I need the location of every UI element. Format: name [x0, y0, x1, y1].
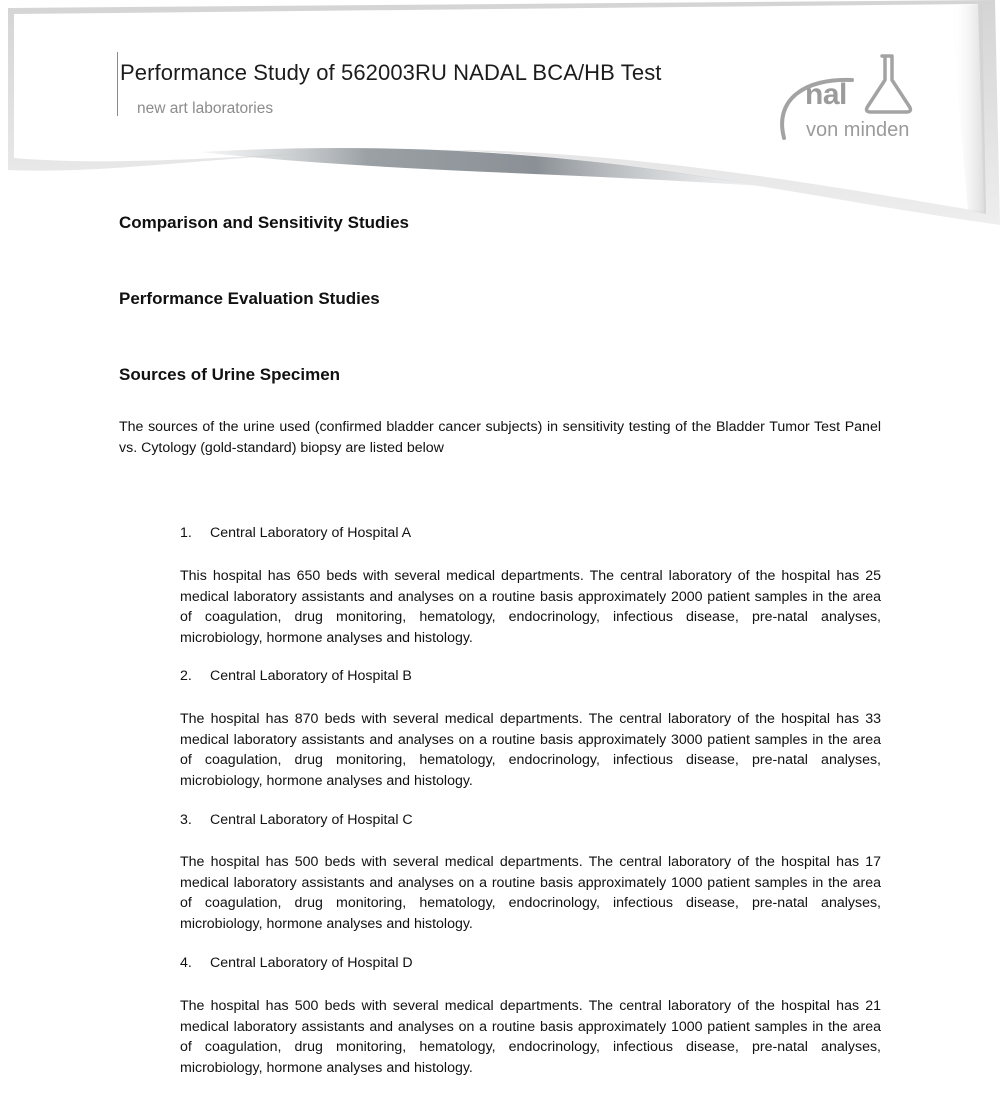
document-subtitle: new art laboratories	[137, 100, 274, 117]
list-item-body: This hospital has 650 beds with several medical departments. The central laboratory of the hospital has 25 medical laboratory assistants and analyses on a routine basis approximately 2000 patient samples in the area of coagulation, drug monitoring, hematology, endocrinology, infectious disease, pre-natal analyses, microbiology, hormone analyses and histology.	[180, 568, 881, 646]
logo-text-von-minden: von minden	[806, 119, 910, 141]
list-item-number: 4.	[180, 955, 192, 971]
list-item-number: 2.	[180, 668, 192, 684]
list-item-body: The hospital has 500 beds with several medical departments. The central laboratory of the hospital has 21 medical laboratory assistants and analyses on a routine basis approximately 1000 patient samples in the area of coagulation, drug monitoring, hematology, endocrinology, infectious disease, pre-natal analyses, microbiology, hormone analyses and histology.	[180, 998, 881, 1076]
document-title: Performance Study of 562003RU NADAL BCA/HB Test	[120, 60, 662, 85]
list-item-title	[180, 812, 413, 828]
list-item-label: Central Laboratory of Hospital A	[210, 525, 412, 541]
list-item-body: The hospital has 870 beds with several medical departments. The central laboratory of the hospital has 33 medical laboratory assistants and analyses on a routine basis approximately 3000 patient samples in the area of coagulation, drug monitoring, hematology, endocrinology, infectious disease, pre-natal analyses, microbiology, hormone analyses and histology.	[180, 711, 881, 789]
list-item-label: Central Laboratory of Hospital C	[210, 812, 413, 828]
heading-sources: Sources of Urine Specimen	[119, 365, 341, 384]
list-item-number: 1.	[180, 525, 192, 541]
list-item-label: Central Laboratory of Hospital B	[210, 668, 412, 684]
list-item-number: 3.	[180, 812, 192, 828]
list-item-title	[180, 525, 411, 541]
header-divider	[117, 52, 118, 116]
intro-paragraph: The sources of the urine used (confirmed bladder cancer subjects) in sensitivity testing of the Bladder Tumor Test Panel vs. Cytology (gold-standard) biopsy are listed below	[119, 419, 881, 456]
logo-text-nal: nal	[805, 78, 847, 111]
heading-comparison: Comparison and Sensitivity Studies	[119, 213, 410, 232]
list-item-title	[180, 668, 412, 684]
list-item-title	[180, 955, 413, 971]
list-item-label: Central Laboratory of Hospital D	[210, 955, 413, 971]
list-item-body: The hospital has 500 beds with several medical departments. The central laboratory of the hospital has 17 medical laboratory assistants and analyses on a routine basis approximately 1000 patient samples in the area of coagulation, drug monitoring, hematology, endocrinology, infectious disease, pre-natal analyses, microbiology, hormone analyses and histology.	[180, 854, 881, 932]
flask-icon	[867, 56, 911, 112]
heading-evaluation: Performance Evaluation Studies	[119, 289, 380, 308]
